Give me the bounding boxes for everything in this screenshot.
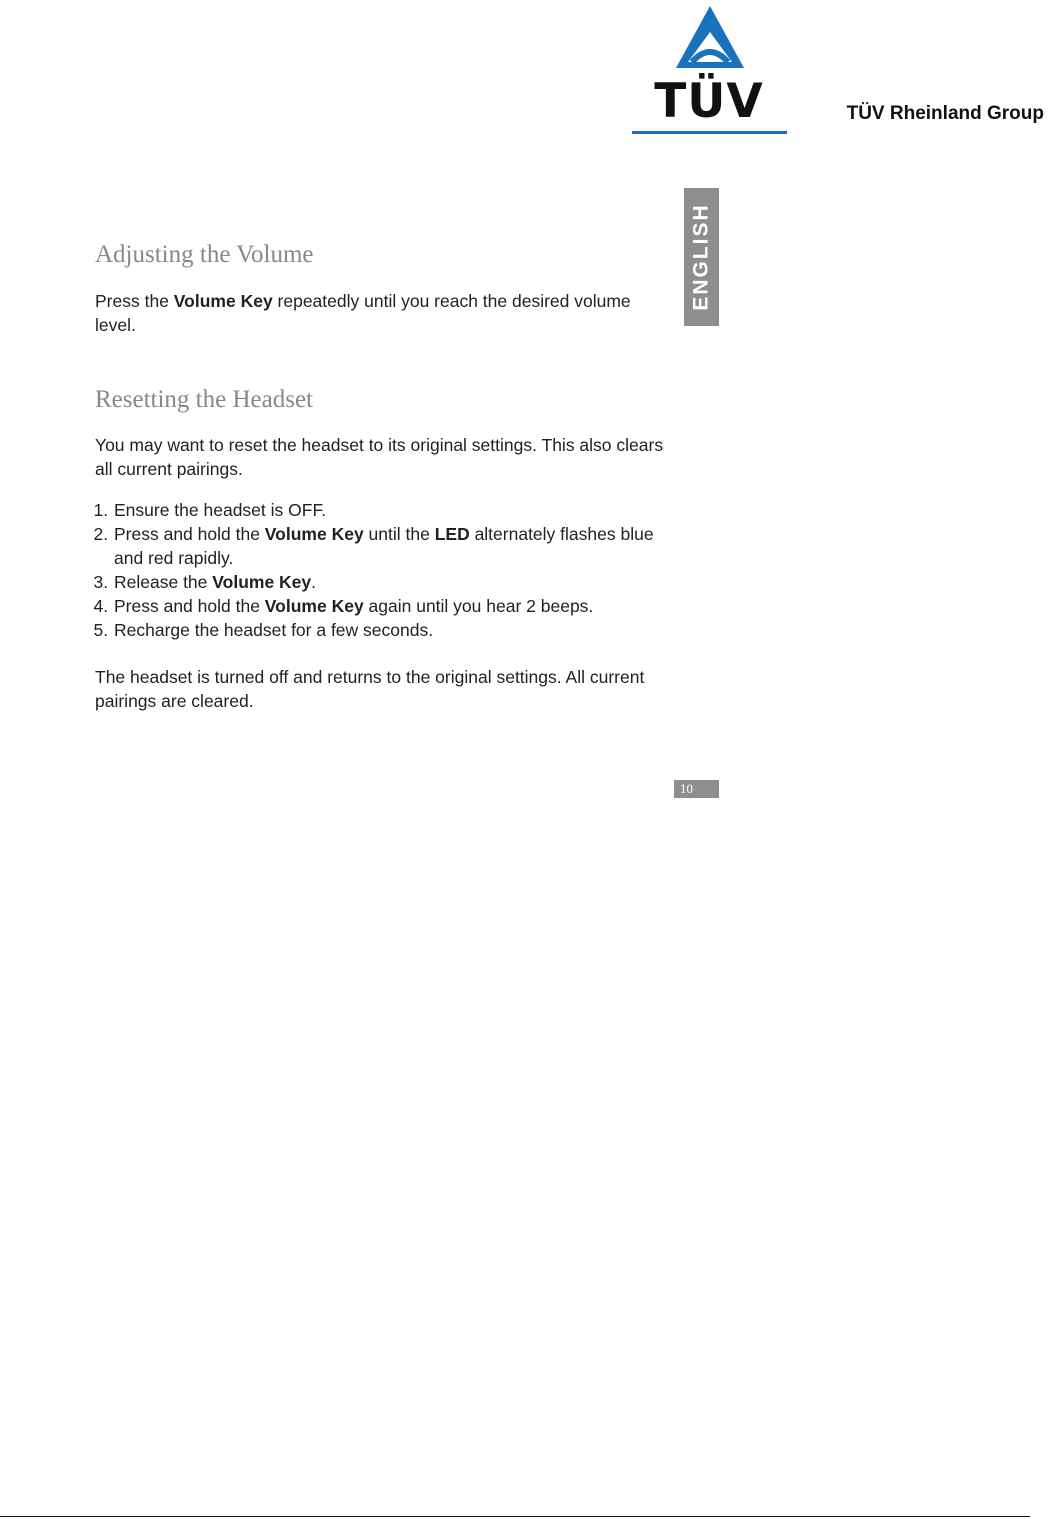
step-text: Recharge the headset for a few seconds. <box>114 620 434 640</box>
step-text: Release the <box>114 572 213 592</box>
tuv-triangle-icon <box>632 2 788 82</box>
step-text: Press and hold the <box>114 524 265 544</box>
volume-instructions <box>95 289 665 337</box>
volume-key-term: Volume Key <box>212 572 312 592</box>
volume-key-term: Volume Key <box>264 596 364 616</box>
section-heading-reset: Resetting the Headset <box>95 386 313 413</box>
manual-content <box>95 240 665 713</box>
section-heading-volume: Adjusting the Volume <box>95 241 314 268</box>
language-label: ENGLISH <box>689 203 713 311</box>
brand-name: TÜV Rheinland Group <box>846 103 1044 124</box>
reset-steps <box>95 498 665 642</box>
text-run: Press the <box>95 291 174 311</box>
volume-key-term: Volume Key <box>173 291 273 311</box>
step-text: . <box>311 572 317 592</box>
text-run: repeatedly until you reach the desired volume level. <box>95 291 631 335</box>
reset-step <box>113 618 665 642</box>
step-text: alternately flashes blue and red rapidly. <box>114 524 654 568</box>
logo-underline <box>632 131 787 134</box>
volume-key-term: Volume Key <box>264 524 364 544</box>
step-text: Ensure the headset is OFF. <box>114 500 327 520</box>
led-term: LED <box>434 524 470 544</box>
reset-outro: The headset is turned off and returns to the original settings. All current pairings are cleared. <box>95 667 645 711</box>
reset-step <box>113 594 665 618</box>
reset-step <box>113 570 665 594</box>
page-number: 10 <box>674 780 719 798</box>
reset-step <box>113 522 665 570</box>
language-tab <box>684 188 719 326</box>
logo-text: TÜV <box>654 74 764 129</box>
reset-intro: You may want to reset the headset to its original settings. This also clears all current pairings. <box>95 435 664 479</box>
step-text: Press and hold the <box>114 596 265 616</box>
reset-step <box>113 498 665 522</box>
footer-rule <box>0 1516 1030 1517</box>
step-text: until the <box>363 524 435 544</box>
step-text: again until you hear 2 beeps. <box>363 596 594 616</box>
